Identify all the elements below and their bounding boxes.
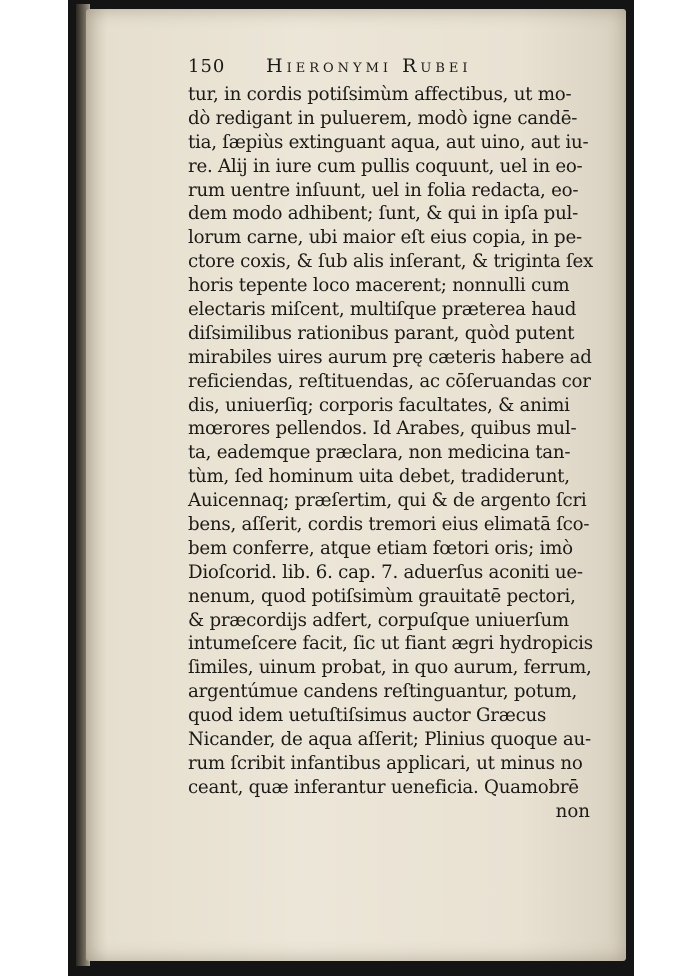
text-line: dis, uniuerſiq; corporis facultates, & animi bbox=[188, 394, 570, 416]
text-line: nenum, quod potiſsimùm grauitatē pectori, bbox=[188, 585, 576, 607]
text-line: tur, in cordis potiſsimùm affectibus, ut mo- bbox=[188, 84, 572, 105]
text-line: rum uentre inſuunt, uel in folia redacta, eo- bbox=[188, 179, 579, 201]
page-text bbox=[188, 55, 600, 824]
text-line: bem conferre, atque etiam fœtori oris; imò bbox=[188, 537, 573, 559]
text-line: re. Alij in iure cum pullis coquunt, uel in eo- bbox=[188, 155, 583, 177]
text-line: quod idem uetuſtiſsimus auctor Græcus bbox=[188, 705, 547, 727]
text-line: reficiendas, reſtituendas, ac cōſeruandas cor bbox=[188, 370, 591, 392]
text-line: dò redigant in puluerem, modò igne candē- bbox=[188, 107, 578, 129]
text-line: ta, eademque præclara, non medicina tan- bbox=[188, 442, 571, 464]
text-line: ctore coxis, & ſub alis inſerant, & triginta ſex bbox=[188, 251, 594, 273]
text-line: horis tepente loco macerent; nonnulli cum bbox=[188, 275, 570, 297]
text-line: Dioſcorid. lib. 6. cap. 7. aduerſus aconiti ue- bbox=[188, 561, 583, 583]
text-line: tùm, ſed hominum uita debet, tradiderunt, bbox=[188, 466, 570, 488]
text-line: diſsimilibus rationibus parant, quòd putent bbox=[188, 322, 575, 344]
text-line: Auicennaq; præſertim, qui & de argento ſcri bbox=[188, 490, 587, 512]
text-line: electaris miſcent, multiſque præterea haud bbox=[188, 299, 577, 321]
page-number: 150 bbox=[188, 56, 226, 77]
text-line: & præcordijs adfert, corpuſque uniuerſum bbox=[188, 609, 569, 631]
text-line: ceant, quæ inferantur ueneficia. Quamobrē bbox=[188, 776, 579, 798]
catchword: non bbox=[555, 800, 590, 822]
page-header bbox=[188, 55, 600, 83]
text-line: argentúmue candens reſtinguantur, potum, bbox=[188, 681, 578, 703]
text-line: dem modo adhibent; ſunt, & qui in ipſa pul- bbox=[188, 203, 579, 225]
text-line: Nicander, de aqua aſſerit; Plinius quoque au- bbox=[188, 729, 591, 751]
text-line: mœrores pellendos. Id Arabes, quibus mul- bbox=[188, 418, 577, 440]
text-line: lorum carne, ubi maior eſt eius copia, in pe- bbox=[188, 227, 582, 249]
running-head: Hieronymi Rubei bbox=[266, 55, 472, 77]
text-line: mirabiles uires aurum prę cæteris habere ad bbox=[188, 346, 592, 368]
text-line: intumeſcere facit, ſic ut fiant ægri hydropicis bbox=[188, 633, 593, 655]
text-line: bens, aſſerit, cordis tremori eius elimatā ſco- bbox=[188, 514, 590, 536]
text-line: rum ſcribit infantibus applicari, ut minus no bbox=[188, 752, 583, 774]
text-line: ſimiles, uinum probat, in quo aurum, ferrum, bbox=[188, 657, 592, 679]
text-line: tia, ſæpiùs extinguant aqua, aut uino, aut iu- bbox=[188, 131, 589, 153]
body-text bbox=[188, 83, 600, 800]
